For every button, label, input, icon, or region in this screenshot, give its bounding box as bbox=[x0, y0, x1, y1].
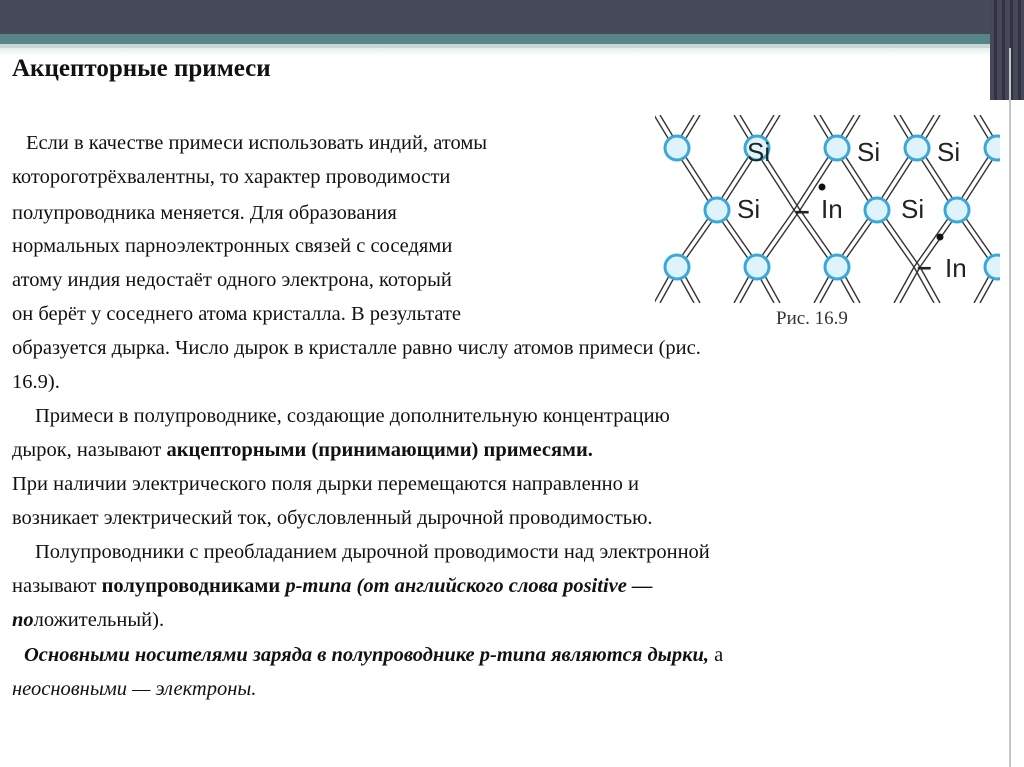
text-line-11: При наличии электрического поля дырки перемещаются направленно и bbox=[12, 473, 639, 495]
figure-caption: Рис. 16.9 bbox=[776, 308, 848, 329]
top-bar bbox=[0, 0, 1024, 34]
atom-node bbox=[865, 198, 889, 222]
text-line-3: полупроводника меняется. Для образования bbox=[12, 202, 397, 224]
crystal-lattice-diagram bbox=[655, 115, 1000, 303]
text-line-12: возникает электрический ток, обусловленный дырочной проводимостью. bbox=[12, 507, 653, 529]
minus-sign-2: – bbox=[917, 251, 932, 281]
si-label-5: Si bbox=[901, 194, 925, 224]
p-type-term-italic: p-типа (от английского слова positive — bbox=[285, 575, 653, 597]
atom-node bbox=[665, 255, 689, 279]
text-line-10 bbox=[12, 438, 593, 462]
text-line-16 bbox=[24, 643, 723, 667]
minority-carriers: неосновными — электроны. bbox=[12, 678, 257, 700]
minus-sign-1: – bbox=[795, 195, 810, 225]
text-span: а bbox=[709, 644, 724, 666]
atom-node bbox=[905, 136, 929, 160]
in-label-1: In bbox=[821, 194, 843, 224]
in-label-2: In bbox=[945, 253, 967, 283]
corner-decoration bbox=[990, 0, 1024, 100]
po-prefix: по bbox=[12, 609, 34, 631]
si-label-4: Si bbox=[737, 194, 761, 224]
atom-node bbox=[745, 255, 769, 279]
text-span: называют bbox=[12, 575, 102, 597]
slide-title: Акцепторные примеси bbox=[12, 55, 271, 82]
text-line-2: котороготрёхвалентны, то характер проводимости bbox=[12, 166, 451, 188]
text-line-1: Если в качестве примеси использовать индий, атомы bbox=[26, 132, 488, 154]
si-label-3: Si bbox=[937, 137, 961, 167]
atom-node bbox=[985, 255, 1000, 279]
accent-bar bbox=[0, 34, 990, 44]
text-line-15 bbox=[12, 608, 164, 632]
text-line-5: атому индия недостаёт одного электрона, который bbox=[12, 269, 452, 291]
text-line-9: Примеси в полупроводнике, создающие дополнительную концентрацию bbox=[35, 405, 670, 427]
atom-node bbox=[705, 198, 729, 222]
covalent-bond bbox=[894, 267, 914, 303]
atom-node bbox=[825, 255, 849, 279]
atom-node bbox=[985, 136, 1000, 160]
acceptor-term: акцепторными (принимающими) примесями. bbox=[166, 439, 593, 461]
text-line-13: Полупроводники с преобладанием дырочной проводимости над электронной bbox=[35, 541, 710, 563]
p-type-term: полупроводниками bbox=[101, 575, 286, 597]
text-line-14 bbox=[12, 574, 652, 598]
text-line-4: нормальных парноэлектронных связей с соседями bbox=[12, 235, 453, 257]
text-line-7: образуется дырка. Число дырок в кристалле равно числу атомов примеси (рис. bbox=[12, 337, 701, 359]
electron-dot bbox=[937, 234, 944, 241]
si-label-2: Si bbox=[857, 137, 881, 167]
text-line-6: он берёт у соседнего атома кристалла. В результате bbox=[12, 303, 462, 325]
electron-dot bbox=[819, 184, 826, 191]
text-span: ложительный). bbox=[33, 609, 165, 631]
si-label-1: Si bbox=[747, 137, 771, 167]
atom-node bbox=[665, 136, 689, 160]
text-line-17 bbox=[12, 677, 256, 701]
text-line-8: 16.9). bbox=[12, 371, 60, 393]
majority-carriers: Основными носителями заряда в полупроводнике p-типа являются дырки, bbox=[24, 644, 709, 666]
text-span: дырок, называют bbox=[12, 439, 167, 461]
atom-node bbox=[945, 198, 969, 222]
side-line bbox=[1009, 48, 1011, 767]
atom-node bbox=[825, 136, 849, 160]
